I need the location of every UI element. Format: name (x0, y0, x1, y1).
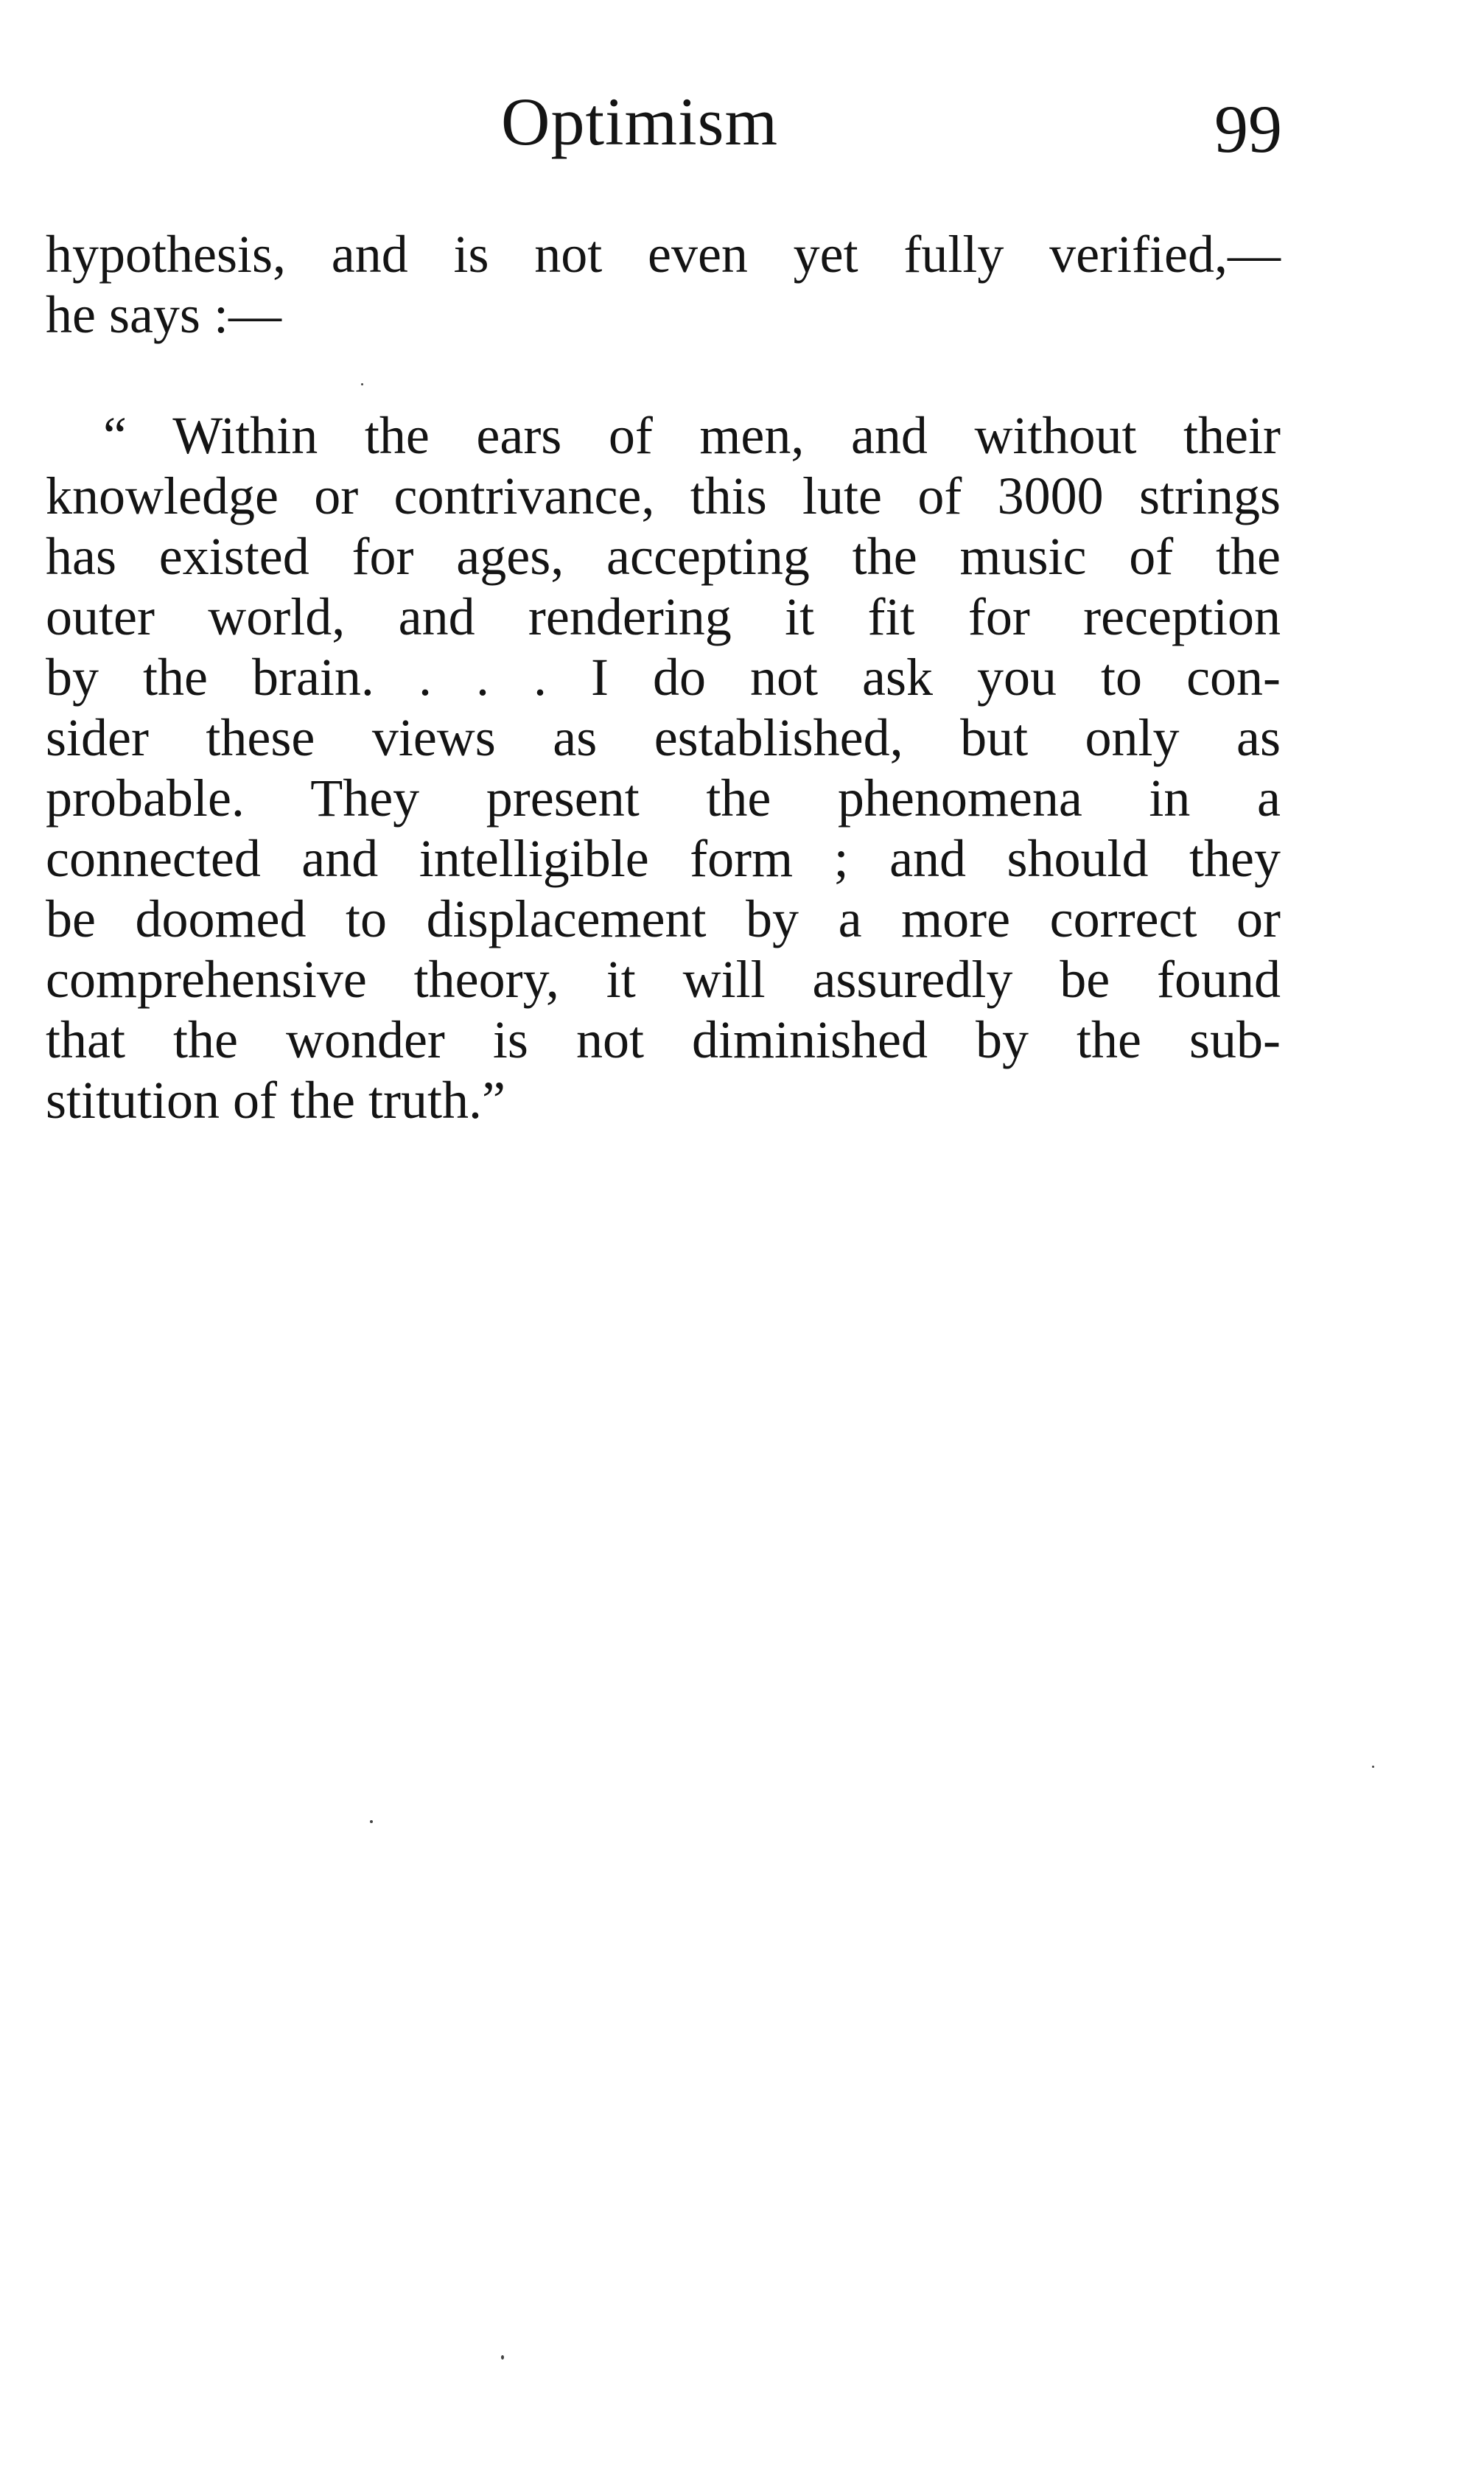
text-line: comprehensive theory, it will assuredly be found (46, 950, 1281, 1009)
text-line: sider these views as established, but only as (46, 708, 1281, 767)
text-line: outer world, and rendering it fit for reception (46, 587, 1281, 646)
running-head (44, 81, 1282, 167)
text-line: knowledge or contrivance, this lute of 3000 strings (46, 466, 1281, 525)
paper-speck (1372, 1766, 1374, 1768)
text-line: connected and intelligible form ; and should they (46, 829, 1281, 888)
intro-paragraph (46, 224, 1281, 345)
text-line: by the brain. . . . I do not ask you to con- (46, 648, 1281, 707)
text-line: “ Within the ears of men, and without their (103, 406, 1281, 465)
paper-speck (370, 1820, 373, 1823)
page-number: 99 (1214, 91, 1282, 167)
paper-speck (361, 383, 363, 385)
text-line: stitution of the truth.” (46, 1071, 505, 1130)
text-line: has existed for ages, accepting the music of the (46, 527, 1281, 586)
running-title: Optimism (501, 84, 779, 159)
text-line: he says :— (46, 285, 281, 344)
quotation-paragraph (46, 405, 1281, 1130)
paper-speck (501, 2355, 504, 2360)
text-line: probable. They present the phenomena in a (46, 769, 1281, 828)
text-line: hypothesis, and is not even yet fully verified,— (46, 225, 1281, 284)
text-line: be doomed to displacement by a more correct or (46, 889, 1281, 948)
text-line: that the wonder is not diminished by the sub- (46, 1010, 1281, 1069)
